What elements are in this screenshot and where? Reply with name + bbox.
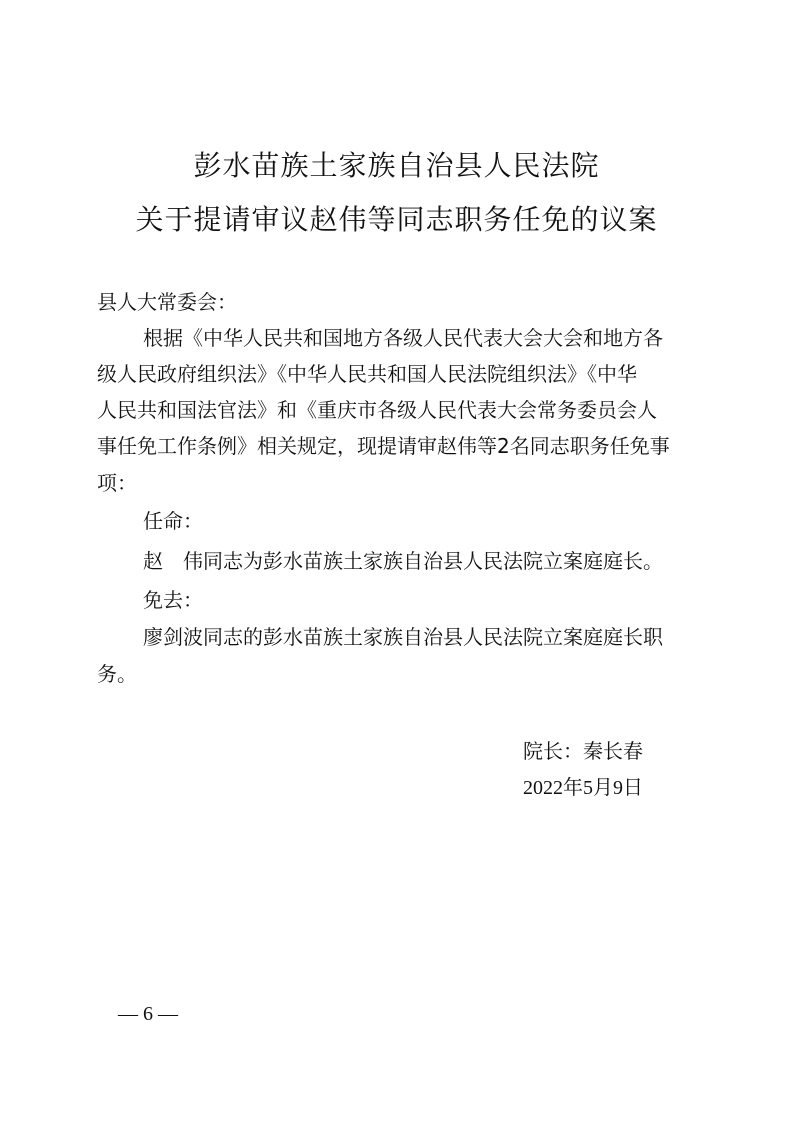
removal-line-2: 务。 xyxy=(97,662,137,686)
appoint-label: 任命： xyxy=(143,509,203,533)
body-line-2: 级人民政府组织法》《中华人民共和国人民法院组织法》《中华 xyxy=(97,362,637,386)
appointment-line xyxy=(143,548,663,574)
remove-label: 免去： xyxy=(143,588,203,612)
signing-date: 2022年5月9日 xyxy=(523,777,643,799)
removal-line-1: 廖剑波同志的彭水苗族土家族自治县人民法院立案庭庭长职 xyxy=(143,625,663,649)
body-line-3: 人民共和国法官法》和《重庆市各级人民代表大会常务委员会人 xyxy=(97,398,657,422)
signature: 院长：秦长春 xyxy=(523,739,643,763)
document-title-line-1: 彭水苗族土家族自治县人民法院 xyxy=(193,149,600,182)
salutation: 县人大常委会： xyxy=(97,290,237,314)
page-number: — 6 — xyxy=(118,1003,178,1025)
appointee-name-part: 赵 xyxy=(143,549,163,573)
body-line-4: 事任免工作条例》相关规定，现提请审赵伟等2名同志职务任免事 xyxy=(97,434,670,458)
body-line-5: 项： xyxy=(97,471,137,495)
appointment-detail: 伟同志为彭水苗族土家族自治县人民法院立案庭庭长。 xyxy=(183,549,663,573)
body-line-1: 根据《中华人民共和国地方各级人民代表大会大会和地方各 xyxy=(143,326,663,350)
document-title-line-2: 关于提请审议赵伟等同志职务任免的议案 xyxy=(135,203,658,236)
